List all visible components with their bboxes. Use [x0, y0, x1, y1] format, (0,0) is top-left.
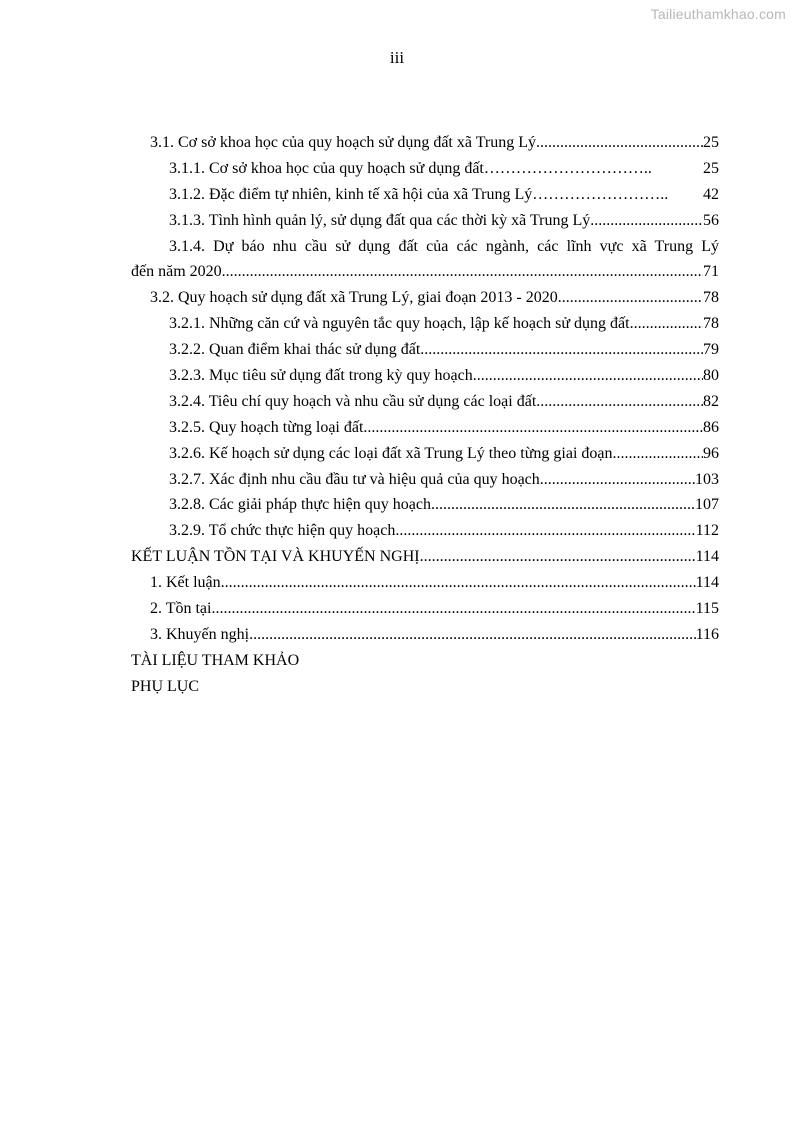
toc-entry[interactable] — [131, 467, 719, 493]
toc-entry-page: 107 — [695, 496, 719, 514]
toc-entry-title: 3.1.1. Cơ sở khoa học của quy hoạch sử dụng đất — [169, 159, 484, 177]
toc-entry[interactable] — [131, 337, 719, 363]
toc-leader: …………………….. — [532, 185, 669, 203]
toc-leader — [540, 467, 695, 493]
toc-entry-page: 79 — [703, 341, 719, 359]
toc-entry-title: 3.2.3. Mục tiêu sử dụng đất trong kỳ quy hoạch — [169, 367, 473, 385]
toc-entry-title: 1. Kết luận — [150, 574, 221, 592]
toc-entry-page: 82 — [703, 392, 719, 410]
toc-entry-title: 3.2. Quy hoạch sử dụng đất xã Trung Lý, giai đoạn 2013 - 2020 — [150, 289, 558, 307]
toc-entry-page: 96 — [703, 444, 719, 462]
toc-entry-title: TÀI LIỆU THAM KHẢO — [131, 651, 300, 669]
toc-entry[interactable] — [131, 544, 719, 570]
toc-entry-page: 25 — [703, 134, 719, 151]
toc-leader — [211, 596, 695, 622]
toc-leader — [536, 389, 703, 415]
toc-entry[interactable] — [131, 622, 719, 648]
toc-entry-title: 3.2.7. Xác định nhu cầu đầu tư và hiệu quả của quy hoạch — [169, 470, 540, 488]
toc-entry[interactable] — [131, 674, 719, 700]
toc-leader — [363, 415, 703, 441]
toc-entry-title: PHỤ LỤC — [131, 677, 200, 695]
toc-entry[interactable] — [131, 389, 719, 415]
toc-leader — [420, 337, 703, 363]
toc-leader: ………………………….. — [483, 159, 652, 177]
toc-entry-page: 80 — [703, 367, 719, 385]
toc-entry-title: 3.1.4. Dự báo nhu cầu sử dụng đất của các ngành, các lĩnh vực xã Trung Lý — [169, 237, 719, 255]
toc-entry-page: 25 — [703, 159, 719, 177]
toc-entry-page: 56 — [703, 211, 719, 229]
toc-entry-page: 115 — [695, 600, 719, 618]
toc-entry[interactable] — [131, 208, 719, 234]
toc-entry-title: 3.2.2. Quan điểm khai thác sử dụng đất — [169, 341, 421, 359]
toc-entry-page: 114 — [695, 574, 719, 592]
toc-leader — [221, 570, 696, 596]
toc-entry-title: 3.1.2. Đặc điểm tự nhiên, kinh tế xã hội của xã Trung Lý — [169, 185, 533, 203]
toc-entry[interactable] — [131, 234, 719, 260]
toc-entry-title: KẾT LUẬN TỒN TẠI VÀ KHUYẾN NGHỊ — [131, 548, 420, 566]
toc-entry-title: 3.1.3. Tình hình quản lý, sử dụng đất qua các thời kỳ xã Trung Lý — [169, 211, 591, 229]
toc-entry[interactable] — [131, 363, 719, 389]
toc-entry-page: 116 — [695, 625, 719, 643]
watermark-text: Tailieuthamkhao.com — [650, 6, 786, 22]
toc-entry[interactable] — [131, 285, 719, 311]
toc-entry-page: 71 — [703, 263, 719, 281]
toc-entry[interactable] — [131, 596, 719, 622]
toc-entry[interactable] — [131, 518, 719, 544]
toc-entry-page: 103 — [695, 470, 719, 488]
toc-entry[interactable] — [131, 415, 719, 441]
toc-entry[interactable] — [131, 130, 719, 156]
toc-entry-title: 3.2.5. Quy hoạch từng loại đất — [169, 418, 364, 436]
toc-entry[interactable] — [131, 156, 719, 182]
toc-entry[interactable] — [131, 648, 719, 674]
table-of-contents — [131, 130, 719, 700]
toc-entry-page: 114 — [695, 548, 719, 566]
toc-leader — [420, 544, 696, 570]
toc-entry-title: 3.2.1. Những căn cứ và nguyên tắc quy hoạch, lập kế hoạch sử dụng đất — [169, 315, 630, 333]
toc-entry[interactable] — [131, 259, 719, 285]
toc-entry-title: 3. Khuyến nghị — [150, 625, 250, 643]
toc-leader — [558, 285, 703, 311]
toc-leader — [249, 622, 695, 648]
toc-entry-page: 78 — [703, 289, 719, 307]
toc-entry-page: 78 — [703, 315, 719, 333]
toc-entry[interactable] — [131, 182, 719, 208]
toc-leader — [395, 518, 695, 544]
toc-leader — [612, 441, 703, 467]
toc-entry-title: 2. Tồn tại — [150, 600, 212, 618]
toc-entry[interactable] — [131, 311, 719, 337]
page-number: iii — [389, 48, 405, 67]
toc-entry-title: 3.2.6. Kế hoạch sử dụng các loại đất xã Trung Lý theo từng giai đoạn — [169, 444, 613, 462]
toc-leader — [222, 259, 703, 285]
toc-entry-title: 3.2.9. Tổ chức thực hiện quy hoạch — [169, 522, 396, 540]
toc-leader — [536, 130, 703, 156]
toc-entry-page: 42 — [703, 185, 719, 203]
toc-entry-page: 112 — [695, 522, 719, 540]
toc-entry-title: 3.2.8. Các giải pháp thực hiện quy hoạch — [169, 496, 431, 514]
toc-entry-title: 3.1. Cơ sở khoa học của quy hoạch sử dụng đất xã Trung Lý — [150, 134, 536, 151]
toc-entry-title: đến năm 2020 — [131, 263, 222, 281]
toc-entry-page: 86 — [703, 418, 719, 436]
toc-leader — [473, 363, 703, 389]
toc-entry[interactable] — [131, 570, 719, 596]
toc-entry-title: 3.2.4. Tiêu chí quy hoạch và nhu cầu sử dụng các loại đất — [169, 392, 537, 410]
toc-leader — [630, 311, 703, 337]
toc-entry[interactable] — [131, 492, 719, 518]
toc-entry[interactable] — [131, 441, 719, 467]
toc-leader — [431, 492, 695, 518]
toc-leader — [590, 208, 703, 234]
